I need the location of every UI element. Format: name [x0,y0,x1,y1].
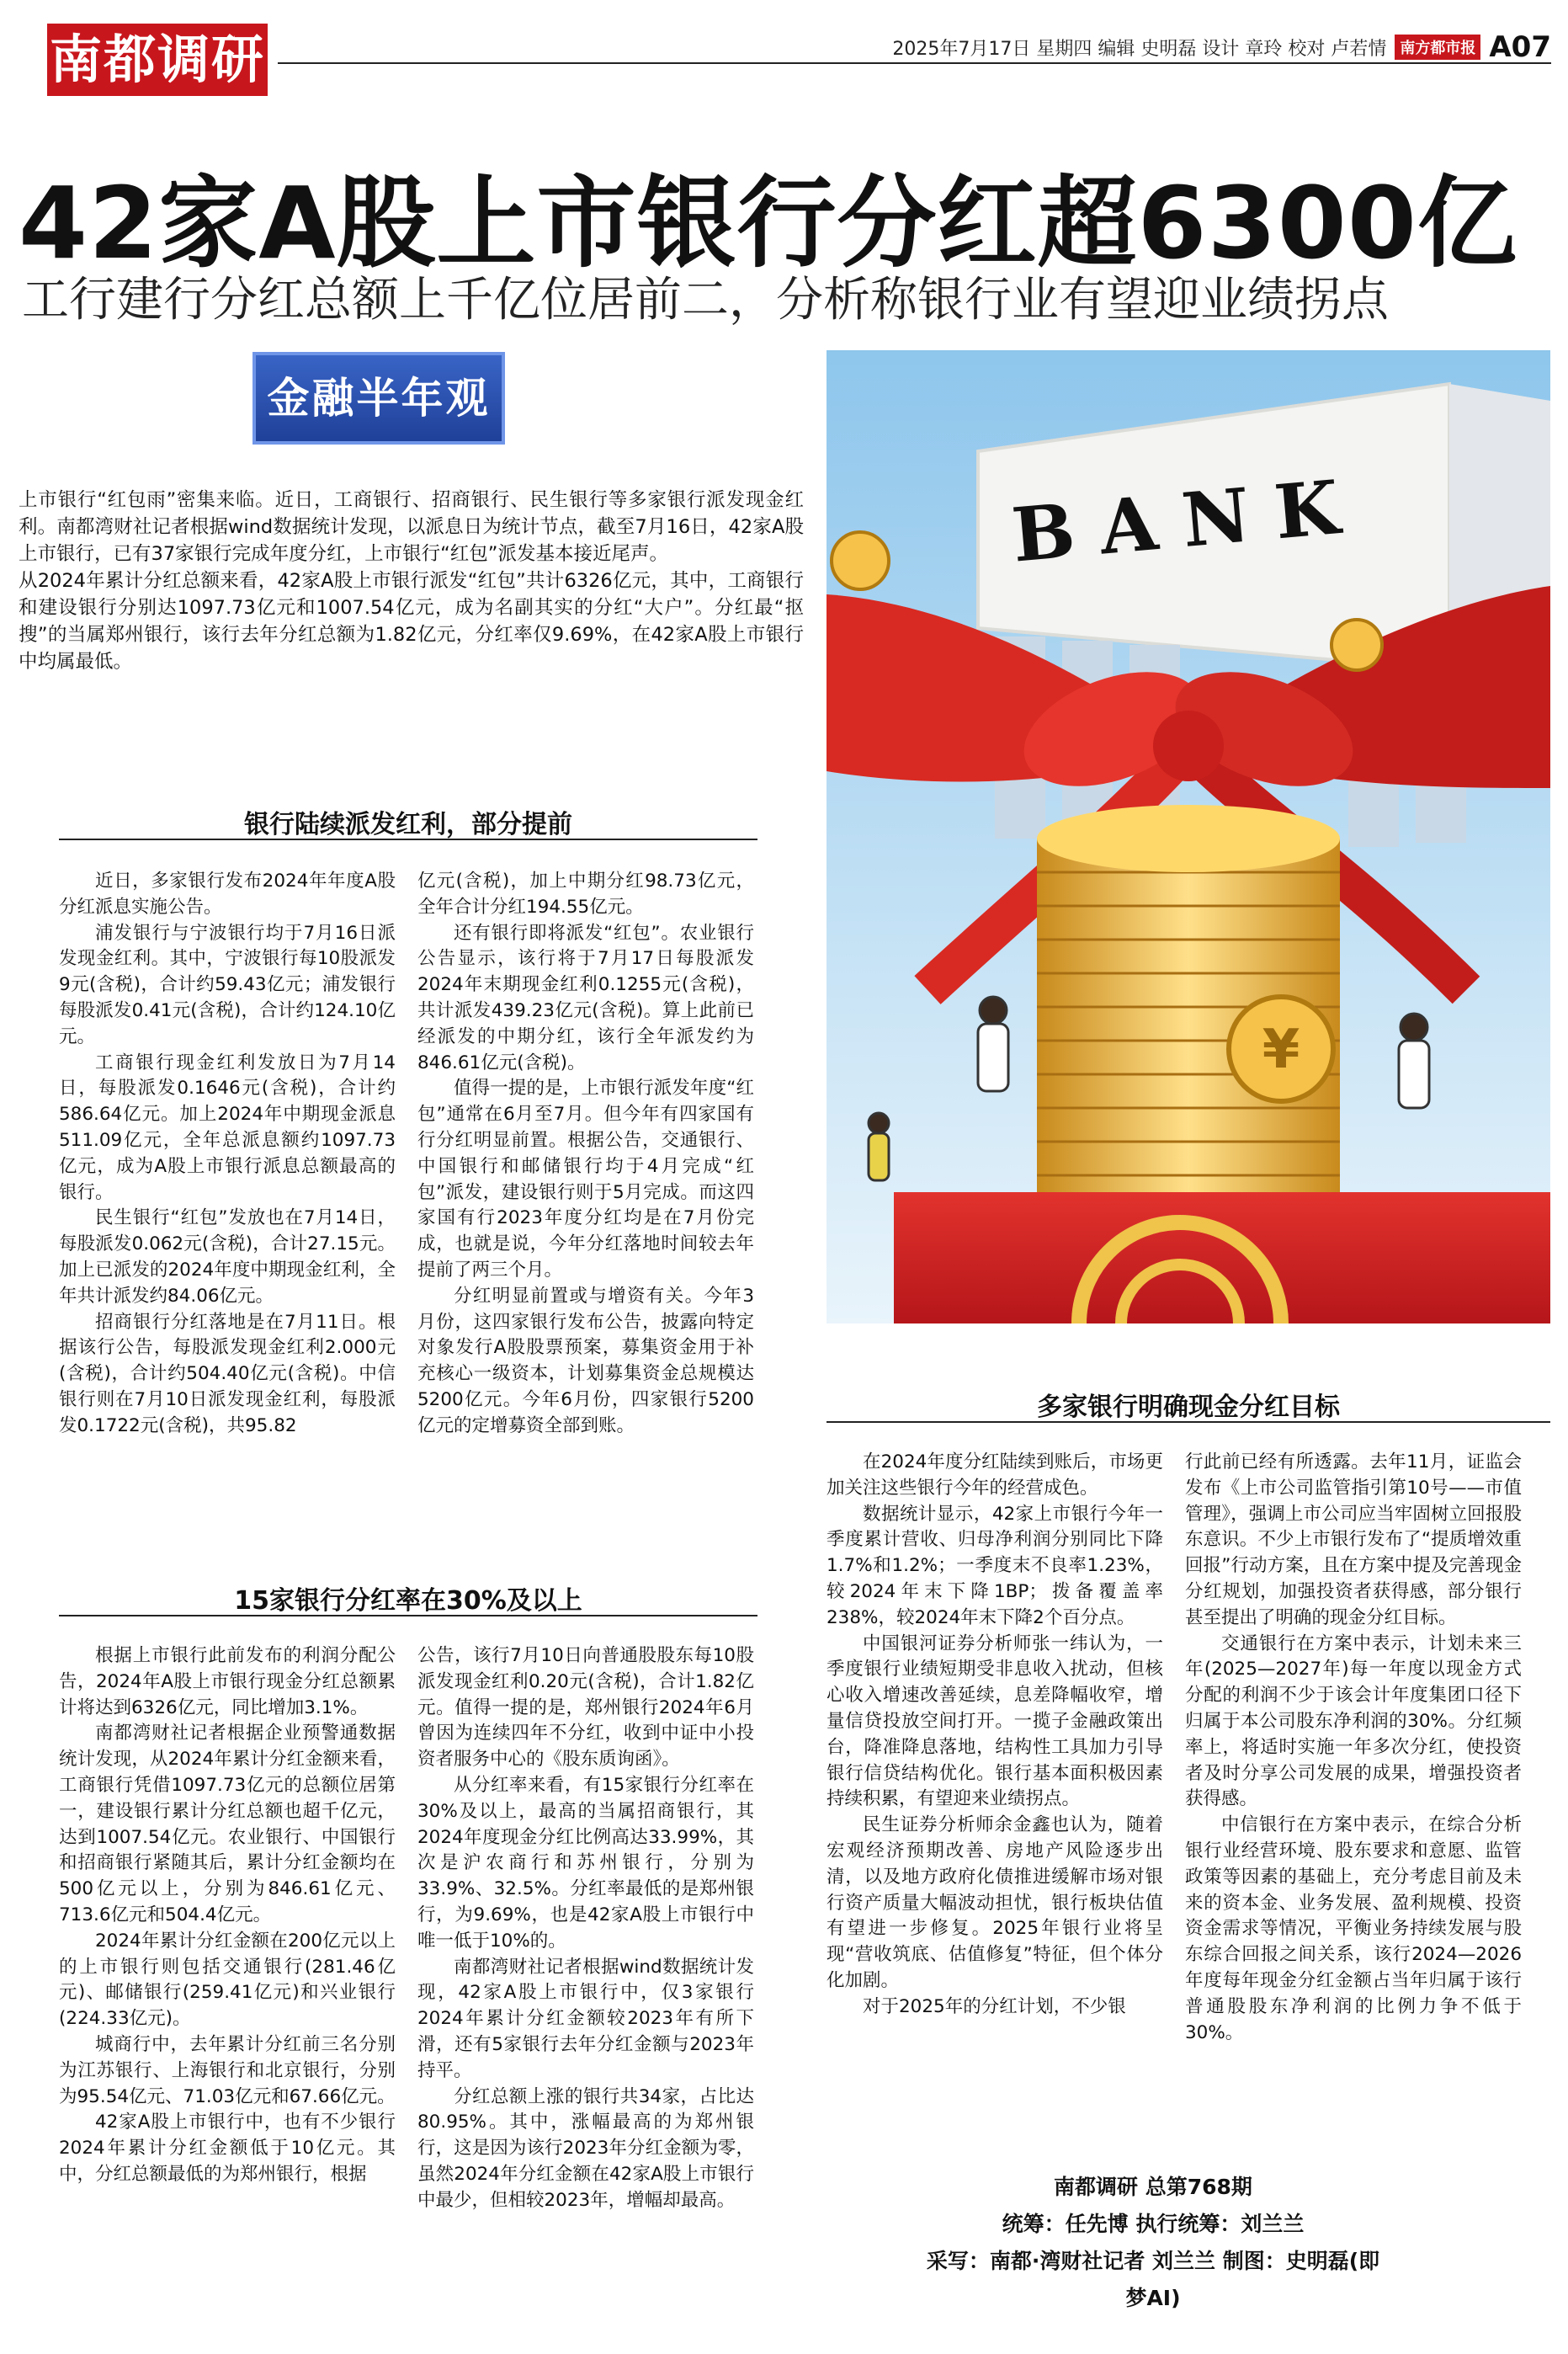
subheadline: 工行建行分红总额上千亿位居前二，分析称银行业有望迎业绩拐点 [22,273,1389,328]
paragraph: 南都湾财社记者根据企业预警通数据统计发现，从2024年累计分红金额来看，工商银行凭借1097.73亿元的总额位居第一，建设银行累计分红总额也超千亿元，达到1007.54亿元。农业银行、中国银行和招商银行紧随其后，累计分红金额均在500亿元以上，分别为846.61亿元、713.6亿元和504.4亿元。 [59,1723,396,1925]
bank-gift-illustration [827,350,1550,1323]
issue-info: 2025年7月17日 星期四 编辑 史明磊 设计 章玲 校对 卢若情 [892,38,1387,60]
article-column [59,1643,396,2188]
paragraph: 公告，该行7月10日向普通股股东每10股派发现金红利0.20元(含税)，合计1.82亿元。值得一提的是，郑州银行2024年6月曾因为连续四年不分红，收到中证中小投资者服务中心的《股东质询函》。 [417,1645,754,1771]
paragraph: 从分红率来看，有15家银行分红率在30%及以上，最高的当属招商银行，其2024年度现金分红比例高达33.99%，其次是沪农商行和苏州银行，分别为33.9%、32.5%。分红率最低的是郑州银行，为9.69%，也是42家A股上市银行中唯一低于10%的。 [417,1774,754,1952]
paragraph: 行此前已经有所透露。去年11月，证监会发布《上市公司监管指引第10号——市值管理》，强调上市公司应当牢固树立回报股东意识。不少上市银行发布了“提质增效重回报”行动方案，且在方案中提及完善现金分红规划，加强投资者获得感，部分银行甚至提出了明确的现金分红目标。 [1185,1451,1522,1628]
section-title: 银行陆续派发红利，部分提前 [244,810,572,839]
paragraph: 42家A股上市银行中，也有不少银行2024年累计分红金额低于10亿元。其中，分红总额最低的为郑州银行，根据 [59,2112,396,2185]
credits [917,2169,1389,2317]
svg-text:¥: ¥ [1262,1019,1300,1081]
paragraph: 城商行中，去年累计分红前三名分别为江苏银行、上海银行和北京银行，分别为95.54亿元、71.03亿元和67.66亿元。 [59,2033,396,2107]
credits-editors: 统筹：任先博 执行统筹：刘兰兰 [1002,2212,1305,2236]
paragraph: 分红明显前置或与增资有关。今年3月份，这四家银行发布公告，披露向特定对象发行A股股票预案，募集资金用于补充核心一级资本，计划募集资金总规模达5200亿元。今年6月份，四家银行5200亿元的定增募资全部到账。 [417,1285,754,1436]
column-masthead: 南都调研 [47,24,268,96]
paragraph: 民生银行“红包”发放也在7月14日，每股派发0.062元(含税)，合计27.15元。加上已派发的2024年度中期现金红利，全年共计派发约84.06亿元。 [59,1207,396,1307]
article-column [1185,1450,1522,2046]
bank-sign: BANK [1008,461,1369,579]
article-column [827,1450,1163,2021]
paragraph: 中国银河证券分析师张一纬认为，一季度银行业绩短期受非息收入扰动，但核心收入增速改善延续，息差降幅收窄，增量信贷投放空间打开。一揽子金融政策出台，降准降息落地，结构性工具加力引导银行信贷结构优化。银行基本面积极因素持续积累，有望迎来业绩拐点。 [827,1632,1163,1810]
lead-paragraph: 上市银行“红包雨”密集来临。近日，工商银行、招商银行、民生银行等多家银行派发现金红利。南都湾财社记者根据wind数据统计发现，以派息日为统计节点，截至7月16日，42家A股上市银行，已有37家银行完成年度分红，上市银行“红包”派发基本接近尾声。 [19,489,804,565]
paragraph: 南都湾财社记者根据wind数据统计发现，42家A股上市银行中，仅3家银行2024年累计分红金额较2023年有所下滑，还有5家银行去年分红金额与2023年持平。 [417,1956,754,2081]
paragraph: 交通银行在方案中表示，计划未来三年(2025—2027年)每一年度以现金方式分配的利润不少于该会计年度集团口径下归属于本公司股东净利润的30%。分红频率上，将适时实施一年多次分红，使投资者及时分享公司发展的成果，增强投资者获得感。 [1185,1632,1522,1810]
section-badge: 金融半年观 [252,352,505,445]
paragraph: 工商银行现金红利发放日为7月14日，每股派发0.1646元(含税)，合计约586.64亿元。加上2024年中期现金派息511.09亿元，全年总派息额约1097.73亿元，成为A股上市银行派息总额最高的银行。 [59,1052,396,1203]
lead-paragraphs [19,487,804,675]
section-title: 多家银行明确现金分红目标 [1037,1393,1340,1422]
lead-paragraph: 从2024年累计分红总额来看，42家A股上市银行派发“红包”共计6326亿元，其中，工商银行和建设银行分别达1097.73亿元和1007.54亿元，成为名副其实的分红“大户”。分红最“抠搜”的当属郑州银行，该行去年分红总额为1.82亿元，分红率仅9.69%，在42家A股上市银行中均属最低。 [19,570,804,673]
article-column [417,1643,754,2214]
credits-issue: 南都调研 总第768期 [1054,2175,1252,2199]
paragraph: 数据统计显示，42家上市银行今年一季度累计营收、归母净利润分别同比下降1.7%和1.2%；一季度末不良率1.23%，较2024年末下降1BP；拨备覆盖率238%，较2024年末下降2个百分点。 [827,1503,1163,1628]
paragraph: 还有银行即将派发“红包”。农业银行公告显示，该行将于7月17日每股派发2024年末期现金红利0.1255元(含税)，共计派发439.23亿元(含税)。算上此前已经派发的中期分红，该行全年派发约为846.61亿元(含税)。 [417,922,754,1073]
paragraph: 招商银行分红落地是在7月11日。根据该行公告，每股派发现金红利2.000元(含税)，合计约504.40亿元(含税)。中信银行则在7月10日派发现金红利，每股派发0.1722元(含税)，共95.82 [59,1311,396,1436]
paragraph: 分红总额上涨的银行共34家，占比达80.95%。其中，涨幅最高的为郑州银行，这是因为该行2023年分红金额为零，虽然2024年分红金额在42家A股上市银行中最少，但相较2023年，增幅却最高。 [417,2085,754,2211]
page-number: A07 [1489,30,1551,64]
yuan-coin-icon [1229,997,1333,1101]
paragraph: 对于2025年的分红计划，不少银 [863,1995,1126,2017]
paragraph: 2024年累计分红金额在200亿元以上的上市银行则包括交通银行(281.46亿元)、邮储银行(259.41亿元)和兴业银行(224.33亿元)。 [59,1930,396,2030]
paragraph: 值得一提的是，上市银行派发年度“红包”通常在6月至7月。但今年有四家国有行分红明显前置。根据公告，交通银行、中国银行和邮储银行均于4月完成“红包”派发，建设银行则于5月完成。而这四家国有行2023年度分红均是在7月份完成，也就是说，今年分红落地时间较去年提前了两三个月。 [417,1078,754,1281]
section-title: 15家银行分红率在30%及以上 [234,1586,582,1616]
paragraph: 在2024年度分红陆续到账后，市场更加关注这些银行今年的经营成色。 [827,1451,1163,1499]
paragraph: 近日，多家银行发布2024年年度A股分红派息实施公告。 [59,871,396,918]
headline: 42家A股上市银行分红超6300亿 [19,165,1518,281]
paragraph: 中信银行在方案中表示，在综合分析银行业经营环境、股东要求和意愿、监管政策等因素的基础上，充分考虑目前及未来的资本金、业务发展、盈利规模、投资资金需求等情况，平衡业务持续发展与股东综合回报之间关系，该行2024—2026年度每年现金分红金额占当年归属于该行普通股股东净利润的比例力争不低于30%。 [1185,1814,1522,2043]
paragraph: 民生证券分析师余金鑫也认为，随着宏观经济预期改善、房地产风险逐步出清，以及地方政府化债推进缓解市场对银行资产质量大幅波动担忧，银行板块估值有望进一步修复。2025年银行业将呈现“营收筑底、估值修复”特征，但个体分化加剧。 [827,1814,1163,1991]
issue-line [892,30,1551,64]
paragraph: 根据上市银行此前发布的利润分配公告，2024年A股上市银行现金分红总额累计将达到6326亿元，同比增加3.1%。 [59,1645,396,1718]
credits-authors: 采写：南都·湾财社记者 刘兰兰 制图：史明磊(即梦AI) [926,2249,1380,2310]
paragraph: 亿元(含税)，加上中期分红98.73亿元，全年合计分红194.55亿元。 [417,871,754,918]
article-column [417,869,754,1440]
article-column [59,869,396,1440]
illustration-svg [827,350,1550,1323]
paragraph: 浦发银行与宁波银行均于7月16日派发现金红利。其中，宁波银行每10股派发9元(含税)，合计约59.43亿元；浦发银行每股派发0.41元(含税)，合计约124.10亿元。 [59,922,396,1047]
paper-logo: 南方都市报 [1395,35,1480,60]
